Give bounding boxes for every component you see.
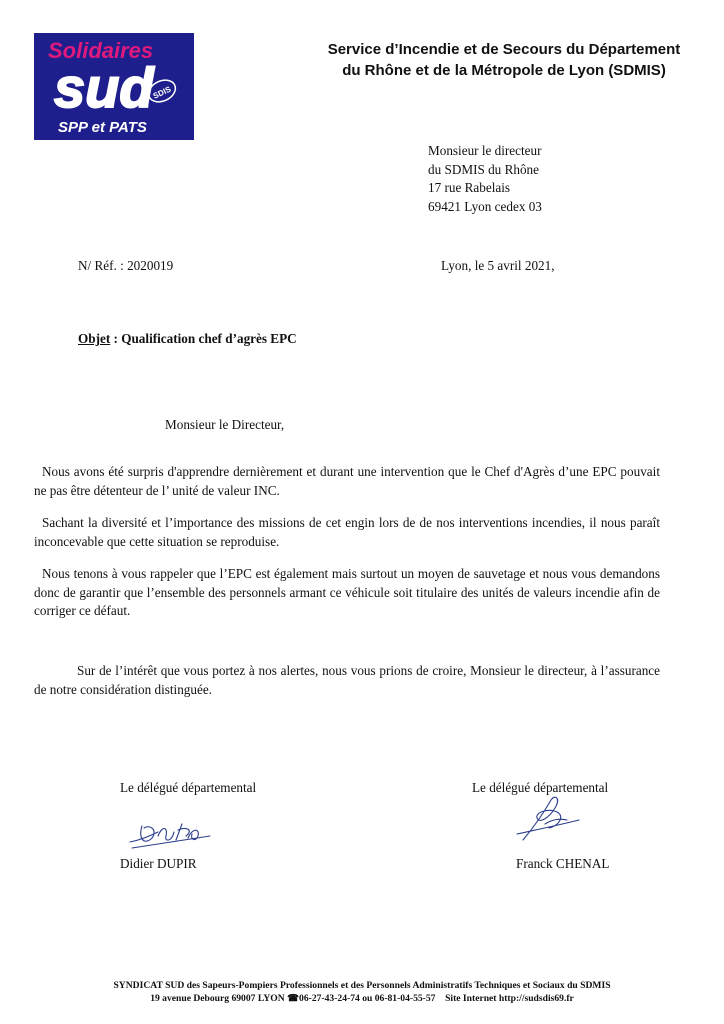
subject-label: Objet <box>78 331 111 346</box>
body-paragraph-1-text: Nous avons été surpris d'apprendre dernièrement et durant une intervention que le Chef d'Agrès d’une EPC pouvait ne pas être détenteur de l’ unité de valeur INC. <box>34 464 660 498</box>
recipient-line-4: 69421 Lyon cedex 03 <box>428 198 542 214</box>
left-signatory-role: Le délégué départemental <box>120 780 257 795</box>
footer-line-1: SYNDICAT SUD des Sapeurs-Pompiers Professionnels et des Personnels Administratifs Techniques et Sociaux du SDMIS <box>113 980 611 991</box>
left-handwritten-signature <box>128 818 212 852</box>
logo-graphic <box>34 33 194 140</box>
union-logo <box>34 33 194 140</box>
right-signatory-role: Le délégué départemental <box>472 780 609 795</box>
body-paragraph-1 <box>34 463 660 500</box>
right-handwritten-signature <box>515 794 585 842</box>
organization-header <box>300 39 708 81</box>
footer-phones: 06-27-43-24-74 ou 06-81-04-55-57 <box>299 993 436 1004</box>
body-paragraph-2-text: Sachant la diversité et l’importance des missions de cet engin lors de de nos interventions incendies, il nous paraît inconcevable que cette situation se reproduise. <box>34 515 660 549</box>
body-paragraph-4 <box>34 662 660 699</box>
logo-text-bottom: SPP et PATS <box>58 119 147 136</box>
footer-line-2 <box>34 992 690 1005</box>
right-signatory-name: Franck CHENAL <box>516 856 610 871</box>
salutation: Monsieur le Directeur, <box>165 417 285 432</box>
phone-icon: ☎ <box>287 993 300 1004</box>
org-line-2: du Rhône et de la Métropole de Lyon (SDMIS) <box>342 62 666 79</box>
logo-text-badge: SDIS <box>151 84 173 101</box>
footer-website[interactable]: Site Internet http://sudsdis69.fr <box>445 993 574 1004</box>
body-paragraph-3 <box>34 565 660 621</box>
left-signatory-name: Didier DUPIR <box>120 856 197 871</box>
body-paragraph-4-text: Sur de l’intérêt que vous portez à nos alertes, nous vous prions de croire, Monsieur le directeur, à l’assurance de notre considération distinguée. <box>34 663 660 697</box>
logo-text-top: Solidaires <box>48 38 154 63</box>
logo-text-main: sud <box>54 56 154 119</box>
body-paragraph-2 <box>34 514 660 551</box>
org-line-1: Service d’Incendie et de Secours du Département <box>327 41 681 58</box>
subject-line <box>78 331 297 347</box>
recipient-line-1: Monsieur le directeur <box>428 143 542 158</box>
body-paragraph-3-text: Nous tenons à vous rappeler que l’EPC est également mais surtout un moyen de sauvetage et nous vous demandons donc de garantir que l’ensemble des personnels armant ce véhicule soit titulaire des unités de valeurs incendie afin de corriger ce défaut. <box>34 566 660 618</box>
reference-number: N/ Réf. : 2020019 <box>78 258 174 273</box>
recipient-address <box>428 142 542 216</box>
recipient-line-2: du SDMIS du Rhône <box>428 161 540 177</box>
footer-address: 19 avenue Debourg 69007 LYON <box>150 993 285 1004</box>
letter-date: Lyon, le 5 avril 2021, <box>441 258 555 273</box>
subject-text: : Qualification chef d’agrès EPC <box>110 331 297 346</box>
footer <box>34 979 690 1005</box>
recipient-line-3: 17 rue Rabelais <box>428 180 511 195</box>
